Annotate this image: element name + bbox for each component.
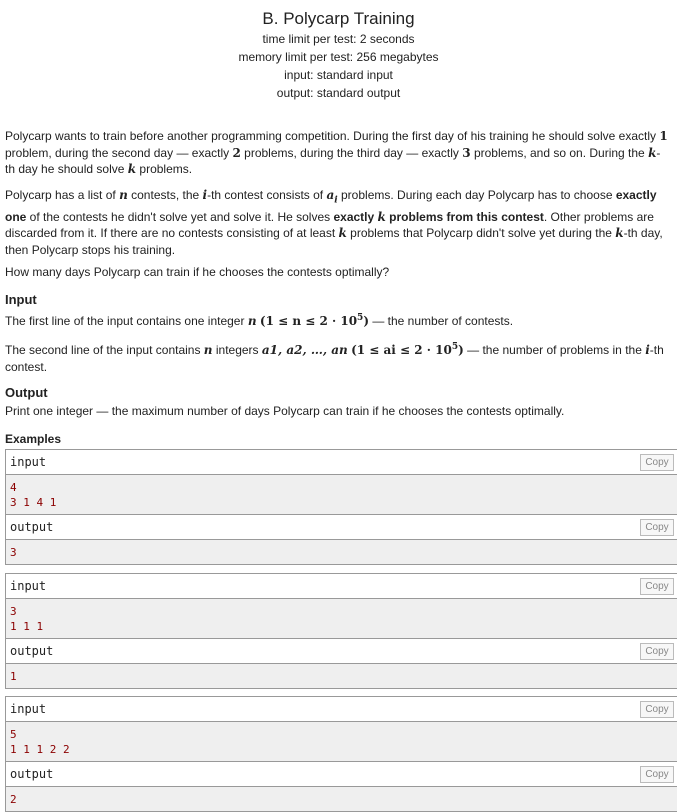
- copy-button[interactable]: Copy: [640, 766, 674, 783]
- output-description: Print one integer — the maximum number of days Polycarp can train if he chooses the contests optimally.: [5, 404, 565, 418]
- output-source: output: standard output: [276, 86, 401, 100]
- memory-limit: memory limit per test: 256 megabytes: [238, 50, 439, 64]
- example-2-output: 1: [10, 670, 17, 683]
- copy-button[interactable]: Copy: [640, 701, 674, 718]
- output-section-title: Output: [5, 385, 48, 400]
- example-input-label: input: [10, 579, 47, 593]
- copy-button[interactable]: Copy: [640, 578, 674, 595]
- statement-paragraph-3: How many days Polycarp can train if he chooses the contests optimally?: [5, 265, 390, 279]
- problem-header: [0, 8, 677, 102]
- example-3: [5, 696, 677, 812]
- example-3-input-header: [6, 697, 677, 722]
- input-source: input: standard input: [284, 68, 393, 82]
- copy-button[interactable]: Copy: [640, 454, 674, 471]
- example-3-output-header: [6, 761, 677, 787]
- input-section-title: Input: [5, 292, 37, 307]
- example-output-label: output: [10, 520, 54, 534]
- example-output-label: output: [10, 767, 54, 781]
- statement-paragraph-2: Polycarp has a list of n contests, the i-th contest consists of $a_i$ problems. During each day Polycarp has to choose exactly one of the contests he didn't solve yet and solve it. He solves exactly k problems from this contest. Other problems are discarded from it. If there are no contests consisting of at least k problems that Polycarp didn't solve yet during the k-th day, then Polycarp stops his training.: [5, 188, 663, 257]
- example-input-label: input: [10, 702, 47, 716]
- copy-button[interactable]: Copy: [640, 643, 674, 660]
- input-line-2: The second line of the input contains n integers a1, a2, …, an (1 ≤ ai ≤ $2 \cdot 10^5$) — the number of problems in the i-th contest.: [5, 342, 664, 374]
- copy-button[interactable]: Copy: [640, 519, 674, 536]
- example-1-input-header: [6, 450, 677, 475]
- example-2-input-header: [6, 574, 677, 599]
- examples-title: Examples: [5, 432, 62, 446]
- problem-title: B. Polycarp Training: [262, 9, 415, 28]
- example-2: [5, 573, 677, 689]
- example-1: [5, 449, 677, 565]
- input-line-1: The first line of the input contains one integer n $(1 \le n \le 2 \cdot 10^5)$ — the number of contests.: [5, 313, 514, 328]
- example-2-input: 3 1 1 1: [10, 605, 44, 633]
- example-input-label: input: [10, 455, 47, 469]
- example-3-input: 5 1 1 1 2 2: [10, 728, 70, 756]
- example-1-output: 3: [10, 546, 17, 559]
- time-limit: time limit per test: 2 seconds: [262, 32, 415, 46]
- example-1-output-header: [6, 514, 677, 540]
- statement-paragraph-1: Polycarp wants to train before another programming competition. During the first day of his training he should solve exactly 1 problem, during the second day — exactly 2 problems, during the third day — exactly 3 problems, and so on. During the k-th day he should solve k problems.: [5, 129, 668, 176]
- example-3-output: 2: [10, 793, 17, 806]
- example-output-label: output: [10, 644, 54, 658]
- example-1-input: 4 3 1 4 1: [10, 481, 57, 509]
- example-2-output-header: [6, 638, 677, 664]
